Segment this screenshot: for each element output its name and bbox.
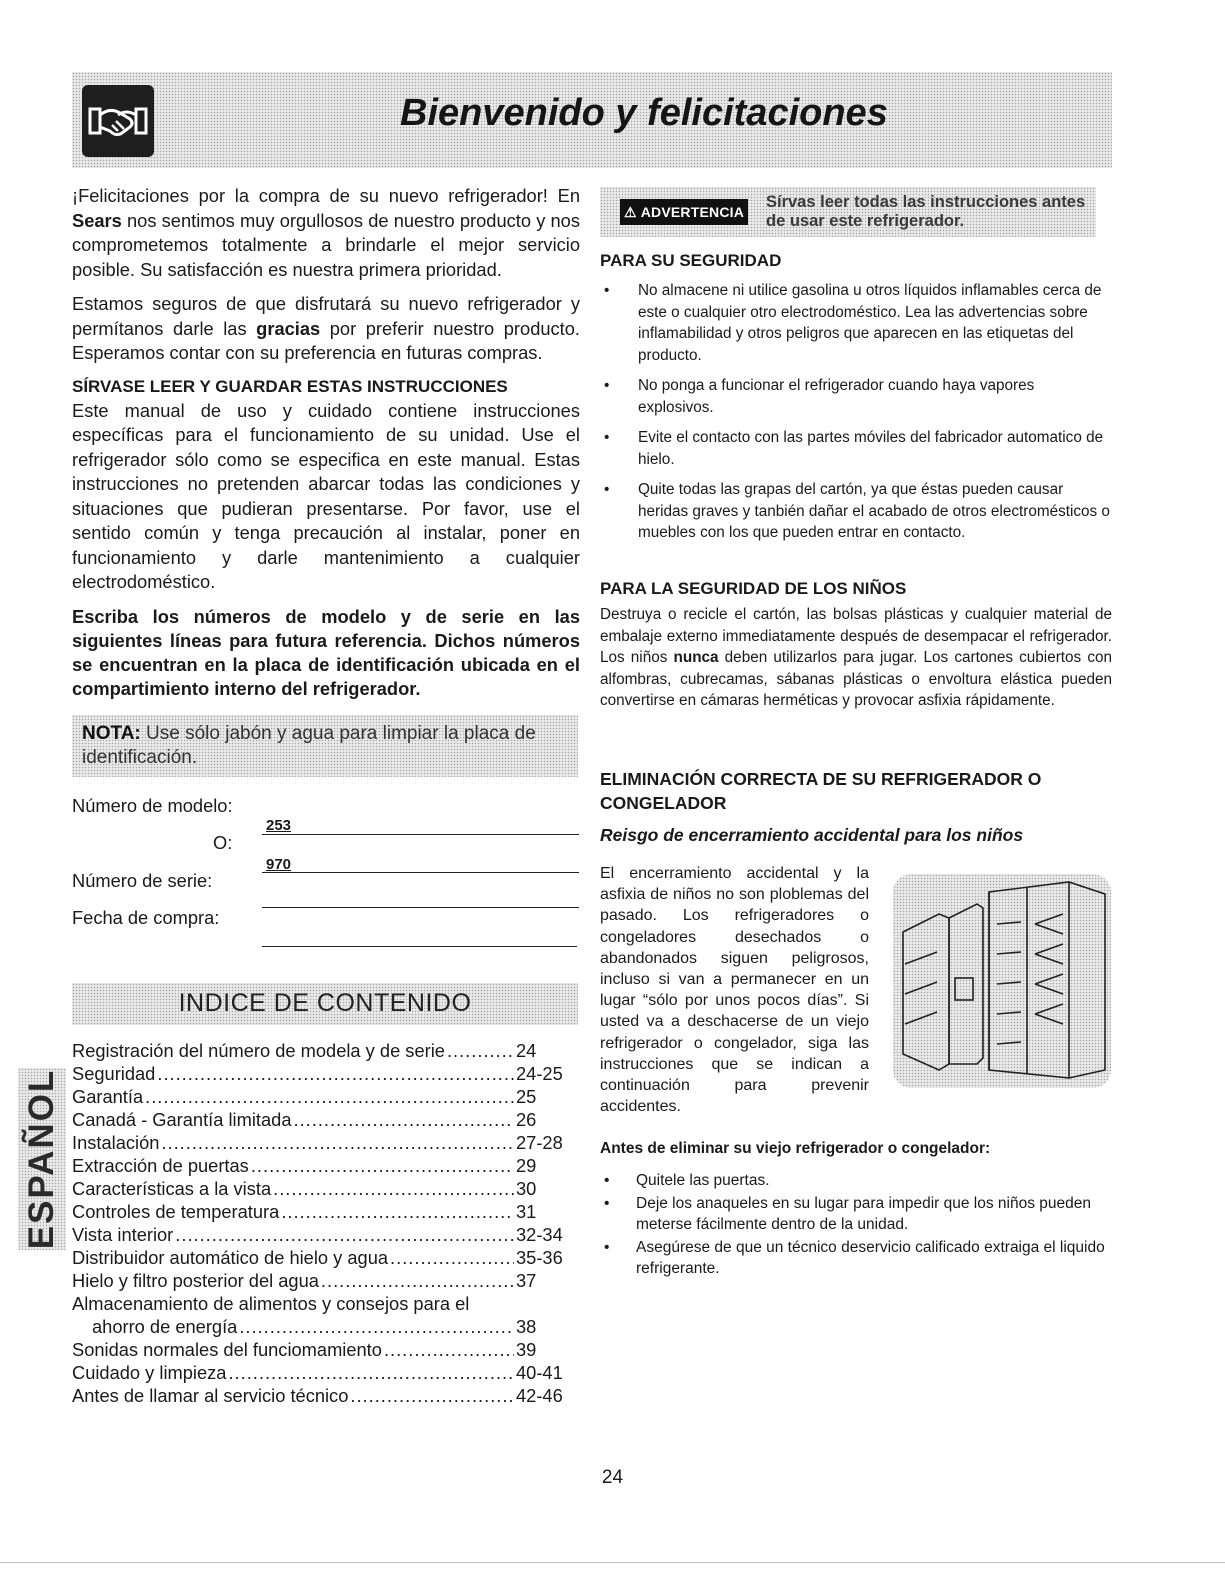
warning-badge: ⚠ ADVERTENCIA [620,199,748,225]
toc-entry[interactable]: Distribuidor automático de hielo y agua ..... 35-36 [72,1246,564,1269]
children-safety-heading: PARA LA SEGURIDAD DE LOS NIÑOS [600,579,907,598]
children-safety-section [600,578,1112,712]
refrigerator-illustration [893,874,1111,1088]
children-safety-text: Destruya o recicle el cartón, las bolsas plásticas y cualquier material de embalaje externo immediatamente después de desempacar el refrigerador. Los niños nunca deben utilizarlos para jugar. Los cartones cubiertos con alfombras, cubrecamas, sábanas plásticas o envoltura elástica pueden convertirse en cámaras herméticas y provocar asfixia rápidamente. [600,606,1112,709]
handshake-icon [82,85,154,157]
list-item: • Deje los anaqueles en su lugar para impedir que los niños pueden meterse fácilmente dentro de la unidad. [600,1193,1112,1236]
serial-number-value: 970 [266,856,292,873]
model-number-line[interactable] [262,834,579,835]
list-item: • Quite todas las grapas del cartón, ya que éstas pueden causar heridas graves y tanbién dañar el acabado de otros electromésticos o muebles con los que pueden entrar en contacto. [600,479,1112,544]
safety-heading: PARA SU SEGURIDAD [600,251,782,270]
brand-name: Sears [72,209,122,231]
list-item: • Quitele las puertas. [600,1170,1112,1192]
toc-entry[interactable]: Sonidas normales del funciomamiento ..... 39 [72,1338,564,1361]
toc-entry[interactable]: Garantía ..... 25 [72,1085,564,1108]
warning-text: Sírvas leer todas las instrucciones antes de usar este refrigerador. [766,193,1086,230]
note-text: NOTA: Use sólo jabón y agua para limpiar la placa de identificación. [82,723,536,768]
toc-entry-multiline[interactable]: Almacenamiento de alimentos y consejos para el [72,1293,470,1314]
model-number-note: Escriba los números de modelo y de serie en las siguientes líneas para futura referencia. Dichos números se encuentran en la placa de identificación ubicada en el compartimiento interno del refrigerador. [72,605,580,699]
table-of-contents [72,1039,564,1407]
page-title: Bienvenido y felicitaciones [400,92,888,134]
language-side-tab [18,1068,66,1250]
toc-entry-continuation[interactable]: ahorro de energía ..... 38 [72,1315,564,1338]
toc-entry[interactable]: Características a la vista ..... 30 [72,1177,564,1200]
toc-entry[interactable]: Extracción de puertas ..... 29 [72,1154,564,1177]
warning-triangle-icon: ⚠ [623,203,637,220]
extra-line[interactable] [262,946,577,947]
thanks-paragraph: Estamos seguros de que disfrutará su nuevo refrigerador y permítanos darle las gracias por preferir nuestro producto. Esperamos contar con su preferencia en futuras compras. [72,293,580,363]
toc-entry[interactable]: Vista interior ..... 32-34 [72,1223,564,1246]
list-item: • Asegúrese de que un técnico deservicio calificado extraiga el liquido refrigerante. [600,1237,1112,1280]
toc-entry[interactable]: Seguridad ..... 24-25 [72,1062,564,1085]
purchase-date-label: Fecha de compra: [72,907,220,928]
instructions-heading: SÍRVASE LEER Y GUARDAR ESTAS INSTRUCCIONES [72,376,508,396]
disposal-heading-text: ELIMINACIÓN CORRECTA DE SU REFRIGERADOR O CONGELADOR [600,769,1042,813]
serial-number-label: Número de serie: [72,870,213,891]
model-number-label: Número de modelo: [72,795,233,816]
bottom-divider [0,1562,1225,1563]
toc-entry[interactable]: Controles de temperatura ..... 31 [72,1200,564,1223]
list-item: • Evite el contacto con las partes móviles del fabricador automatico de hielo. [600,427,1112,470]
language-label: ESPAÑOL [22,1068,61,1250]
toc-entry[interactable]: Instalación ..... 27-28 [72,1131,564,1154]
warning-bar [600,187,1096,237]
toc-entry[interactable]: Registración del número de modela y de serie ..... 24 [72,1039,564,1062]
left-column [72,184,580,701]
or-label: O: [213,832,233,853]
before-disposal-heading: Antes de eliminar su viejo refrigerador o congelador: [600,1140,991,1157]
note-box [72,715,578,777]
purchase-date-line[interactable] [262,907,579,908]
list-item: • No almacene ni utilice gasolina u otros líquidos inflamables cerca de este o cualquier otro electrodoméstico. Lea las advertencias sobre inflamabilidad y otros peligros que aparecen en las etiquetas del producto. [600,280,1112,366]
toc-heading-bar [72,983,578,1025]
serial-number-line[interactable] [262,872,579,873]
toc-entry[interactable]: Hielo y filtro posterior del agua ..... 37 [72,1269,564,1292]
refrigerator-icon [893,874,1111,1088]
before-disposal-list [600,1170,1112,1280]
header-banner [72,72,1112,168]
toc-heading: INDICE DE CONTENIDO [178,989,472,1017]
toc-entry[interactable]: Cuidado y limpieza ..... 40-41 [72,1361,564,1384]
instructions-body: Este manual de uso y cuidado contiene instrucciones específicas para el funcionamiento de su unidad. Use el refrigerador sólo como se especifica en este manual. Estas instrucciones no pretenden abarcar todas las condiciones y situaciones que pudieran presentarse. Por favor, use el sentido común y tenga precaución al instalar, poner en funcionamiento y darle mantenimiento a cualquier electrodoméstico. [72,399,580,592]
intro-paragraph: ¡Felicitaciones por la compra de su nuevo refrigerador! En Sears nos sentimos muy orgullosos de nuestro producto y nos comprometemos totalmente a brindarle el mejor servicio posible. Su satisfacción es nuestra primera prioridad. [72,185,580,280]
model-number-value: 253 [266,817,292,834]
before-disposal-section [600,1139,1112,1281]
risk-text: El encerramiento accidental y la asfixia de niños no son ploblemas del pasado. Los refrigeradores o congeladores desechados o abandonados siguen peligrosos, incluso si van a permanecer en un lugar “sólo por unos pocos días”. Si usted va a deschacerse de un viejo refrigerador o congelador, siga las instrucciones que se indican a continuación para prevenir accidentes. [600,865,869,1116]
risk-heading: Reisgo de encerramiento accidental para los niños [600,825,1024,845]
toc-entry[interactable]: Canadá - Garantía limitada ..... 26 [72,1108,564,1131]
list-item: • No ponga a funcionar el refrigerador cuando haya vapores explosivos. [600,375,1112,418]
safety-list [600,280,1112,544]
toc-entry[interactable]: Antes de llamar al servicio técnico ..... 42-46 [72,1384,564,1407]
safety-section [600,250,1112,553]
page-number: 24 [601,1467,624,1488]
